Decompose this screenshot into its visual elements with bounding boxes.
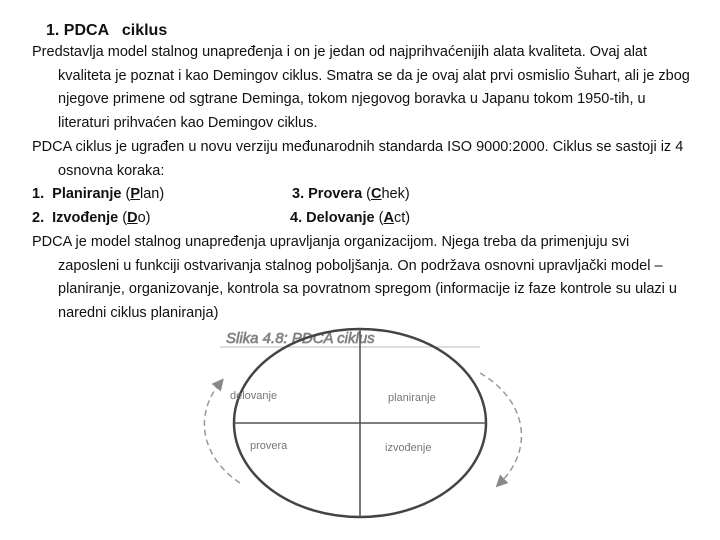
pdca-figure — [180, 323, 540, 535]
paragraph-model: PDCA je model stalnog unapređenja upravljanja organizacijom. Njega treba da primenjuju svi zaposleni u funkciji ostvarivanja stalnog poboljšanja. On podržava osnovni upravljački model – planiranje, organizovanje, kontrola sa povratnom spregom (informacije iz faze kontrole su ulazi u naredni ciklus planiranja) — [32, 234, 677, 321]
quadrant-izvodjenje: izvođenje — [385, 442, 432, 454]
step-act: 4. Delovanje (Act) — [290, 210, 411, 226]
figure-caption: Slika 4.8: PDCA ciklus — [226, 330, 375, 347]
step-do: 2. Izvođenje (Do) — [32, 210, 151, 226]
paragraph-iso: PDCA ciklus je ugrađen u novu verziju međunarodnih standarda ISO 9000:2000. Ciklus se sastoji iz 4 osnovna koraka: — [32, 139, 684, 179]
quadrant-delovanje: delovanje — [230, 390, 278, 402]
quadrant-provera: provera — [250, 440, 288, 452]
step-check: 3. Provera (Chek) — [292, 186, 410, 202]
slide-title: 1. PDCA ciklus — [46, 22, 168, 39]
paragraph-intro: Predstavlja model stalnog unapređenja i on je jedan od najprihvaćenijih alata kvaliteta. Ovaj alat kvaliteta je poznat i kao Demingov ciklus. Smatra se da je ovaj alat prvi osmislio Šuhart, ali je zbog njegove primene od sgtrane Deminga, tokom njegovog boravka u Japanu tokom 1950-tih, u literaturi prihvaćen kao Demingov ciklus. — [32, 44, 690, 131]
quadrant-planiranje: planiranje — [388, 392, 436, 404]
step-plan: 1. Planiranje (Plan) — [32, 186, 165, 202]
pdca-cycle-diagram — [180, 323, 540, 535]
